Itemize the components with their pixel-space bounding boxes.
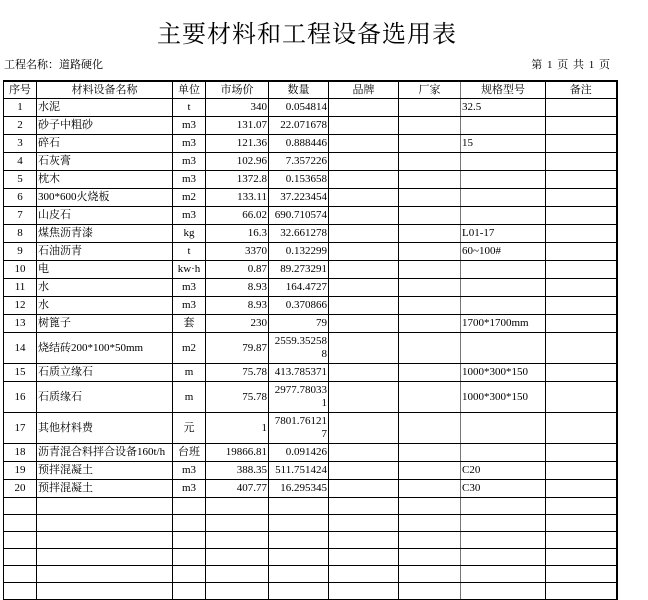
empty-cell — [461, 498, 546, 515]
row-name: 预拌混凝土 — [37, 462, 173, 480]
table-row — [4, 315, 617, 333]
row-qty: 0.091426 — [269, 444, 329, 462]
row-spec — [461, 153, 546, 171]
row-qty: 690.710574 — [269, 207, 329, 225]
row-brand — [329, 99, 399, 117]
empty-cell — [37, 583, 173, 600]
row-spec: 1000*300*150 — [461, 364, 546, 382]
row-qty: 22.071678 — [269, 117, 329, 135]
row-brand — [329, 315, 399, 333]
empty-cell — [329, 549, 399, 566]
row-no: 15 — [4, 364, 37, 382]
row-spec: 15 — [461, 135, 546, 153]
row-maker — [399, 261, 461, 279]
row-no: 17 — [4, 413, 37, 444]
row-spec — [461, 333, 546, 364]
table-row — [4, 279, 617, 297]
empty-cell — [173, 549, 206, 566]
table-row — [4, 261, 617, 279]
row-note — [546, 243, 617, 261]
row-unit: m3 — [173, 117, 206, 135]
empty-cell — [37, 498, 173, 515]
row-name: 山皮石 — [37, 207, 173, 225]
empty-cell — [173, 583, 206, 600]
empty-cell — [329, 532, 399, 549]
row-spec: 1700*1700mm — [461, 315, 546, 333]
row-no: 5 — [4, 171, 37, 189]
row-spec — [461, 444, 546, 462]
row-brand — [329, 480, 399, 498]
row-note — [546, 99, 617, 117]
row-note — [546, 480, 617, 498]
empty-cell — [269, 549, 329, 566]
row-name: 水 — [37, 279, 173, 297]
row-maker — [399, 413, 461, 444]
row-price: 8.93 — [206, 279, 269, 297]
empty-cell — [37, 532, 173, 549]
row-spec — [461, 207, 546, 225]
empty-cell — [4, 498, 37, 515]
row-price: 388.35 — [206, 462, 269, 480]
empty-cell — [206, 532, 269, 549]
empty-cell — [4, 583, 37, 600]
row-brand — [329, 243, 399, 261]
row-spec — [461, 117, 546, 135]
row-no: 13 — [4, 315, 37, 333]
empty-cell — [269, 498, 329, 515]
page-title: 主要材料和工程设备选用表 — [157, 22, 457, 48]
row-price: 8.93 — [206, 297, 269, 315]
header-row — [4, 81, 617, 99]
empty-row — [4, 532, 617, 549]
row-spec — [461, 297, 546, 315]
row-price: 75.78 — [206, 382, 269, 413]
row-qty: 413.785371 — [269, 364, 329, 382]
empty-cell — [329, 515, 399, 532]
empty-cell — [4, 515, 37, 532]
row-maker — [399, 171, 461, 189]
col-header-unit: 单位 — [173, 81, 206, 99]
empty-cell — [269, 566, 329, 583]
row-brand — [329, 135, 399, 153]
row-note — [546, 333, 617, 364]
empty-cell — [269, 515, 329, 532]
row-maker — [399, 382, 461, 413]
row-name: 沥青混合料拌合设备160t/h — [37, 444, 173, 462]
row-brand — [329, 261, 399, 279]
row-qty: 7801.761217 — [269, 413, 329, 444]
empty-cell — [461, 566, 546, 583]
empty-cell — [329, 583, 399, 600]
row-price: 79.87 — [206, 333, 269, 364]
row-brand — [329, 279, 399, 297]
row-brand — [329, 413, 399, 444]
row-price: 16.3 — [206, 225, 269, 243]
col-header-price: 市场价 — [206, 81, 269, 99]
empty-cell — [461, 532, 546, 549]
row-no: 7 — [4, 207, 37, 225]
row-brand — [329, 297, 399, 315]
empty-cell — [546, 532, 617, 549]
row-spec — [461, 279, 546, 297]
empty-cell — [461, 583, 546, 600]
col-header-no: 序号 — [4, 81, 37, 99]
empty-cell — [206, 566, 269, 583]
empty-row — [4, 498, 617, 515]
row-note — [546, 297, 617, 315]
row-maker — [399, 444, 461, 462]
row-note — [546, 153, 617, 171]
empty-cell — [173, 532, 206, 549]
row-maker — [399, 99, 461, 117]
row-maker — [399, 117, 461, 135]
row-price: 121.36 — [206, 135, 269, 153]
row-note — [546, 364, 617, 382]
col-header-name: 材料设备名称 — [37, 81, 173, 99]
empty-cell — [461, 515, 546, 532]
row-qty: 0.132299 — [269, 243, 329, 261]
empty-cell — [4, 532, 37, 549]
row-maker — [399, 462, 461, 480]
row-no: 12 — [4, 297, 37, 315]
row-no: 2 — [4, 117, 37, 135]
row-spec: C30 — [461, 480, 546, 498]
empty-row — [4, 515, 617, 532]
row-brand — [329, 153, 399, 171]
row-brand — [329, 444, 399, 462]
empty-cell — [269, 583, 329, 600]
row-note — [546, 315, 617, 333]
row-no: 18 — [4, 444, 37, 462]
table-row — [4, 225, 617, 243]
row-note — [546, 135, 617, 153]
empty-cell — [399, 498, 461, 515]
row-brand — [329, 364, 399, 382]
row-name: 烧结砖200*100*50mm — [37, 333, 173, 364]
col-header-spec: 规格型号 — [461, 81, 546, 99]
row-price: 66.02 — [206, 207, 269, 225]
row-qty: 32.661278 — [269, 225, 329, 243]
row-maker — [399, 480, 461, 498]
row-note — [546, 444, 617, 462]
row-qty: 0.054814 — [269, 99, 329, 117]
row-unit: m3 — [173, 480, 206, 498]
row-name: 枕木 — [37, 171, 173, 189]
row-brand — [329, 382, 399, 413]
row-no: 14 — [4, 333, 37, 364]
row-unit: 元 — [173, 413, 206, 444]
row-note — [546, 171, 617, 189]
row-name: 煤焦沥青漆 — [37, 225, 173, 243]
table-row — [4, 207, 617, 225]
row-unit: kw·h — [173, 261, 206, 279]
row-unit: m3 — [173, 153, 206, 171]
row-unit: m3 — [173, 279, 206, 297]
row-spec: 60~100# — [461, 243, 546, 261]
row-maker — [399, 333, 461, 364]
project-name: 工程名称：道路硬化 — [4, 59, 103, 71]
table-row — [4, 444, 617, 462]
row-price: 131.07 — [206, 117, 269, 135]
row-maker — [399, 225, 461, 243]
row-qty: 2559.352588 — [269, 333, 329, 364]
row-spec — [461, 261, 546, 279]
row-qty: 2977.780331 — [269, 382, 329, 413]
row-maker — [399, 243, 461, 261]
row-spec: 32.5 — [461, 99, 546, 117]
empty-cell — [546, 498, 617, 515]
row-name: 预拌混凝土 — [37, 480, 173, 498]
empty-cell — [269, 532, 329, 549]
row-name: 其他材料费 — [37, 413, 173, 444]
row-name: 碎石 — [37, 135, 173, 153]
row-qty: 0.153658 — [269, 171, 329, 189]
row-qty: 89.273291 — [269, 261, 329, 279]
row-name: 石灰膏 — [37, 153, 173, 171]
empty-cell — [37, 515, 173, 532]
row-price: 3370 — [206, 243, 269, 261]
row-unit: kg — [173, 225, 206, 243]
col-header-brand: 品牌 — [329, 81, 399, 99]
row-note — [546, 225, 617, 243]
row-name: 石质缘石 — [37, 382, 173, 413]
empty-cell — [546, 583, 617, 600]
row-price: 133.11 — [206, 189, 269, 207]
empty-row — [4, 566, 617, 583]
row-brand — [329, 171, 399, 189]
table-row — [4, 153, 617, 171]
row-no: 6 — [4, 189, 37, 207]
table-row — [4, 382, 617, 413]
row-price: 75.78 — [206, 364, 269, 382]
row-brand — [329, 333, 399, 364]
row-name: 300*600火烧板 — [37, 189, 173, 207]
row-no: 4 — [4, 153, 37, 171]
row-qty: 7.357226 — [269, 153, 329, 171]
row-note — [546, 462, 617, 480]
row-price: 407.77 — [206, 480, 269, 498]
row-unit: m3 — [173, 135, 206, 153]
table-row — [4, 243, 617, 261]
empty-cell — [546, 566, 617, 583]
empty-cell — [399, 566, 461, 583]
empty-cell — [329, 566, 399, 583]
empty-cell — [4, 549, 37, 566]
row-no: 19 — [4, 462, 37, 480]
row-name: 水泥 — [37, 99, 173, 117]
empty-cell — [546, 549, 617, 566]
empty-cell — [399, 583, 461, 600]
row-note — [546, 382, 617, 413]
table-row — [4, 135, 617, 153]
table-row — [4, 462, 617, 480]
row-unit: m3 — [173, 171, 206, 189]
empty-cell — [37, 566, 173, 583]
row-name: 水 — [37, 297, 173, 315]
table-row — [4, 364, 617, 382]
row-spec: L01-17 — [461, 225, 546, 243]
empty-cell — [399, 549, 461, 566]
empty-cell — [4, 566, 37, 583]
empty-cell — [173, 498, 206, 515]
empty-cell — [206, 549, 269, 566]
table-row — [4, 99, 617, 117]
row-spec — [461, 413, 546, 444]
row-no: 10 — [4, 261, 37, 279]
row-qty: 79 — [269, 315, 329, 333]
row-note — [546, 189, 617, 207]
row-name: 电 — [37, 261, 173, 279]
empty-row — [4, 549, 617, 566]
row-no: 11 — [4, 279, 37, 297]
empty-row — [4, 583, 617, 600]
empty-cell — [546, 515, 617, 532]
row-price: 19866.81 — [206, 444, 269, 462]
row-maker — [399, 207, 461, 225]
row-unit: m3 — [173, 462, 206, 480]
row-name: 石油沥青 — [37, 243, 173, 261]
row-name: 石质立缘石 — [37, 364, 173, 382]
empty-cell — [329, 498, 399, 515]
row-price: 0.87 — [206, 261, 269, 279]
row-qty: 0.888446 — [269, 135, 329, 153]
empty-cell — [206, 515, 269, 532]
empty-cell — [173, 566, 206, 583]
col-header-qty: 数量 — [269, 81, 329, 99]
table-row — [4, 297, 617, 315]
row-spec: 1000*300*150 — [461, 382, 546, 413]
row-name: 树篦子 — [37, 315, 173, 333]
row-price: 1372.8 — [206, 171, 269, 189]
row-price: 1 — [206, 413, 269, 444]
row-note — [546, 279, 617, 297]
row-qty: 37.223454 — [269, 189, 329, 207]
row-qty: 0.370866 — [269, 297, 329, 315]
page-info: 第 1 页 共 1 页 — [531, 59, 610, 71]
row-maker — [399, 279, 461, 297]
materials-table — [3, 80, 618, 600]
row-maker — [399, 364, 461, 382]
row-brand — [329, 207, 399, 225]
row-unit: m2 — [173, 189, 206, 207]
row-unit: t — [173, 243, 206, 261]
empty-cell — [37, 549, 173, 566]
table-row — [4, 413, 617, 444]
row-unit: 套 — [173, 315, 206, 333]
row-note — [546, 261, 617, 279]
row-spec: C20 — [461, 462, 546, 480]
row-note — [546, 413, 617, 444]
row-unit: m — [173, 382, 206, 413]
empty-cell — [461, 549, 546, 566]
row-brand — [329, 189, 399, 207]
row-no: 20 — [4, 480, 37, 498]
row-unit: m2 — [173, 333, 206, 364]
row-no: 1 — [4, 99, 37, 117]
row-brand — [329, 462, 399, 480]
row-no: 8 — [4, 225, 37, 243]
row-maker — [399, 153, 461, 171]
empty-cell — [206, 498, 269, 515]
empty-cell — [173, 515, 206, 532]
row-maker — [399, 135, 461, 153]
row-brand — [329, 117, 399, 135]
row-qty: 164.4727 — [269, 279, 329, 297]
row-name: 砂子中粗砂 — [37, 117, 173, 135]
row-spec — [461, 171, 546, 189]
row-price: 102.96 — [206, 153, 269, 171]
row-qty: 16.295345 — [269, 480, 329, 498]
row-unit: 台班 — [173, 444, 206, 462]
row-no: 9 — [4, 243, 37, 261]
table-row — [4, 189, 617, 207]
table-row — [4, 333, 617, 364]
row-price: 230 — [206, 315, 269, 333]
row-note — [546, 207, 617, 225]
row-maker — [399, 315, 461, 333]
row-note — [546, 117, 617, 135]
empty-cell — [206, 583, 269, 600]
empty-cell — [399, 532, 461, 549]
row-qty: 511.751424 — [269, 462, 329, 480]
table-row — [4, 171, 617, 189]
row-unit: t — [173, 99, 206, 117]
col-header-note: 备注 — [546, 81, 617, 99]
row-unit: m — [173, 364, 206, 382]
row-unit: m3 — [173, 207, 206, 225]
row-maker — [399, 297, 461, 315]
table-row — [4, 117, 617, 135]
row-maker — [399, 189, 461, 207]
row-price: 340 — [206, 99, 269, 117]
empty-cell — [399, 515, 461, 532]
row-spec — [461, 189, 546, 207]
row-brand — [329, 225, 399, 243]
row-no: 16 — [4, 382, 37, 413]
row-no: 3 — [4, 135, 37, 153]
row-unit: m3 — [173, 297, 206, 315]
col-header-maker: 厂家 — [399, 81, 461, 99]
table-row — [4, 480, 617, 498]
